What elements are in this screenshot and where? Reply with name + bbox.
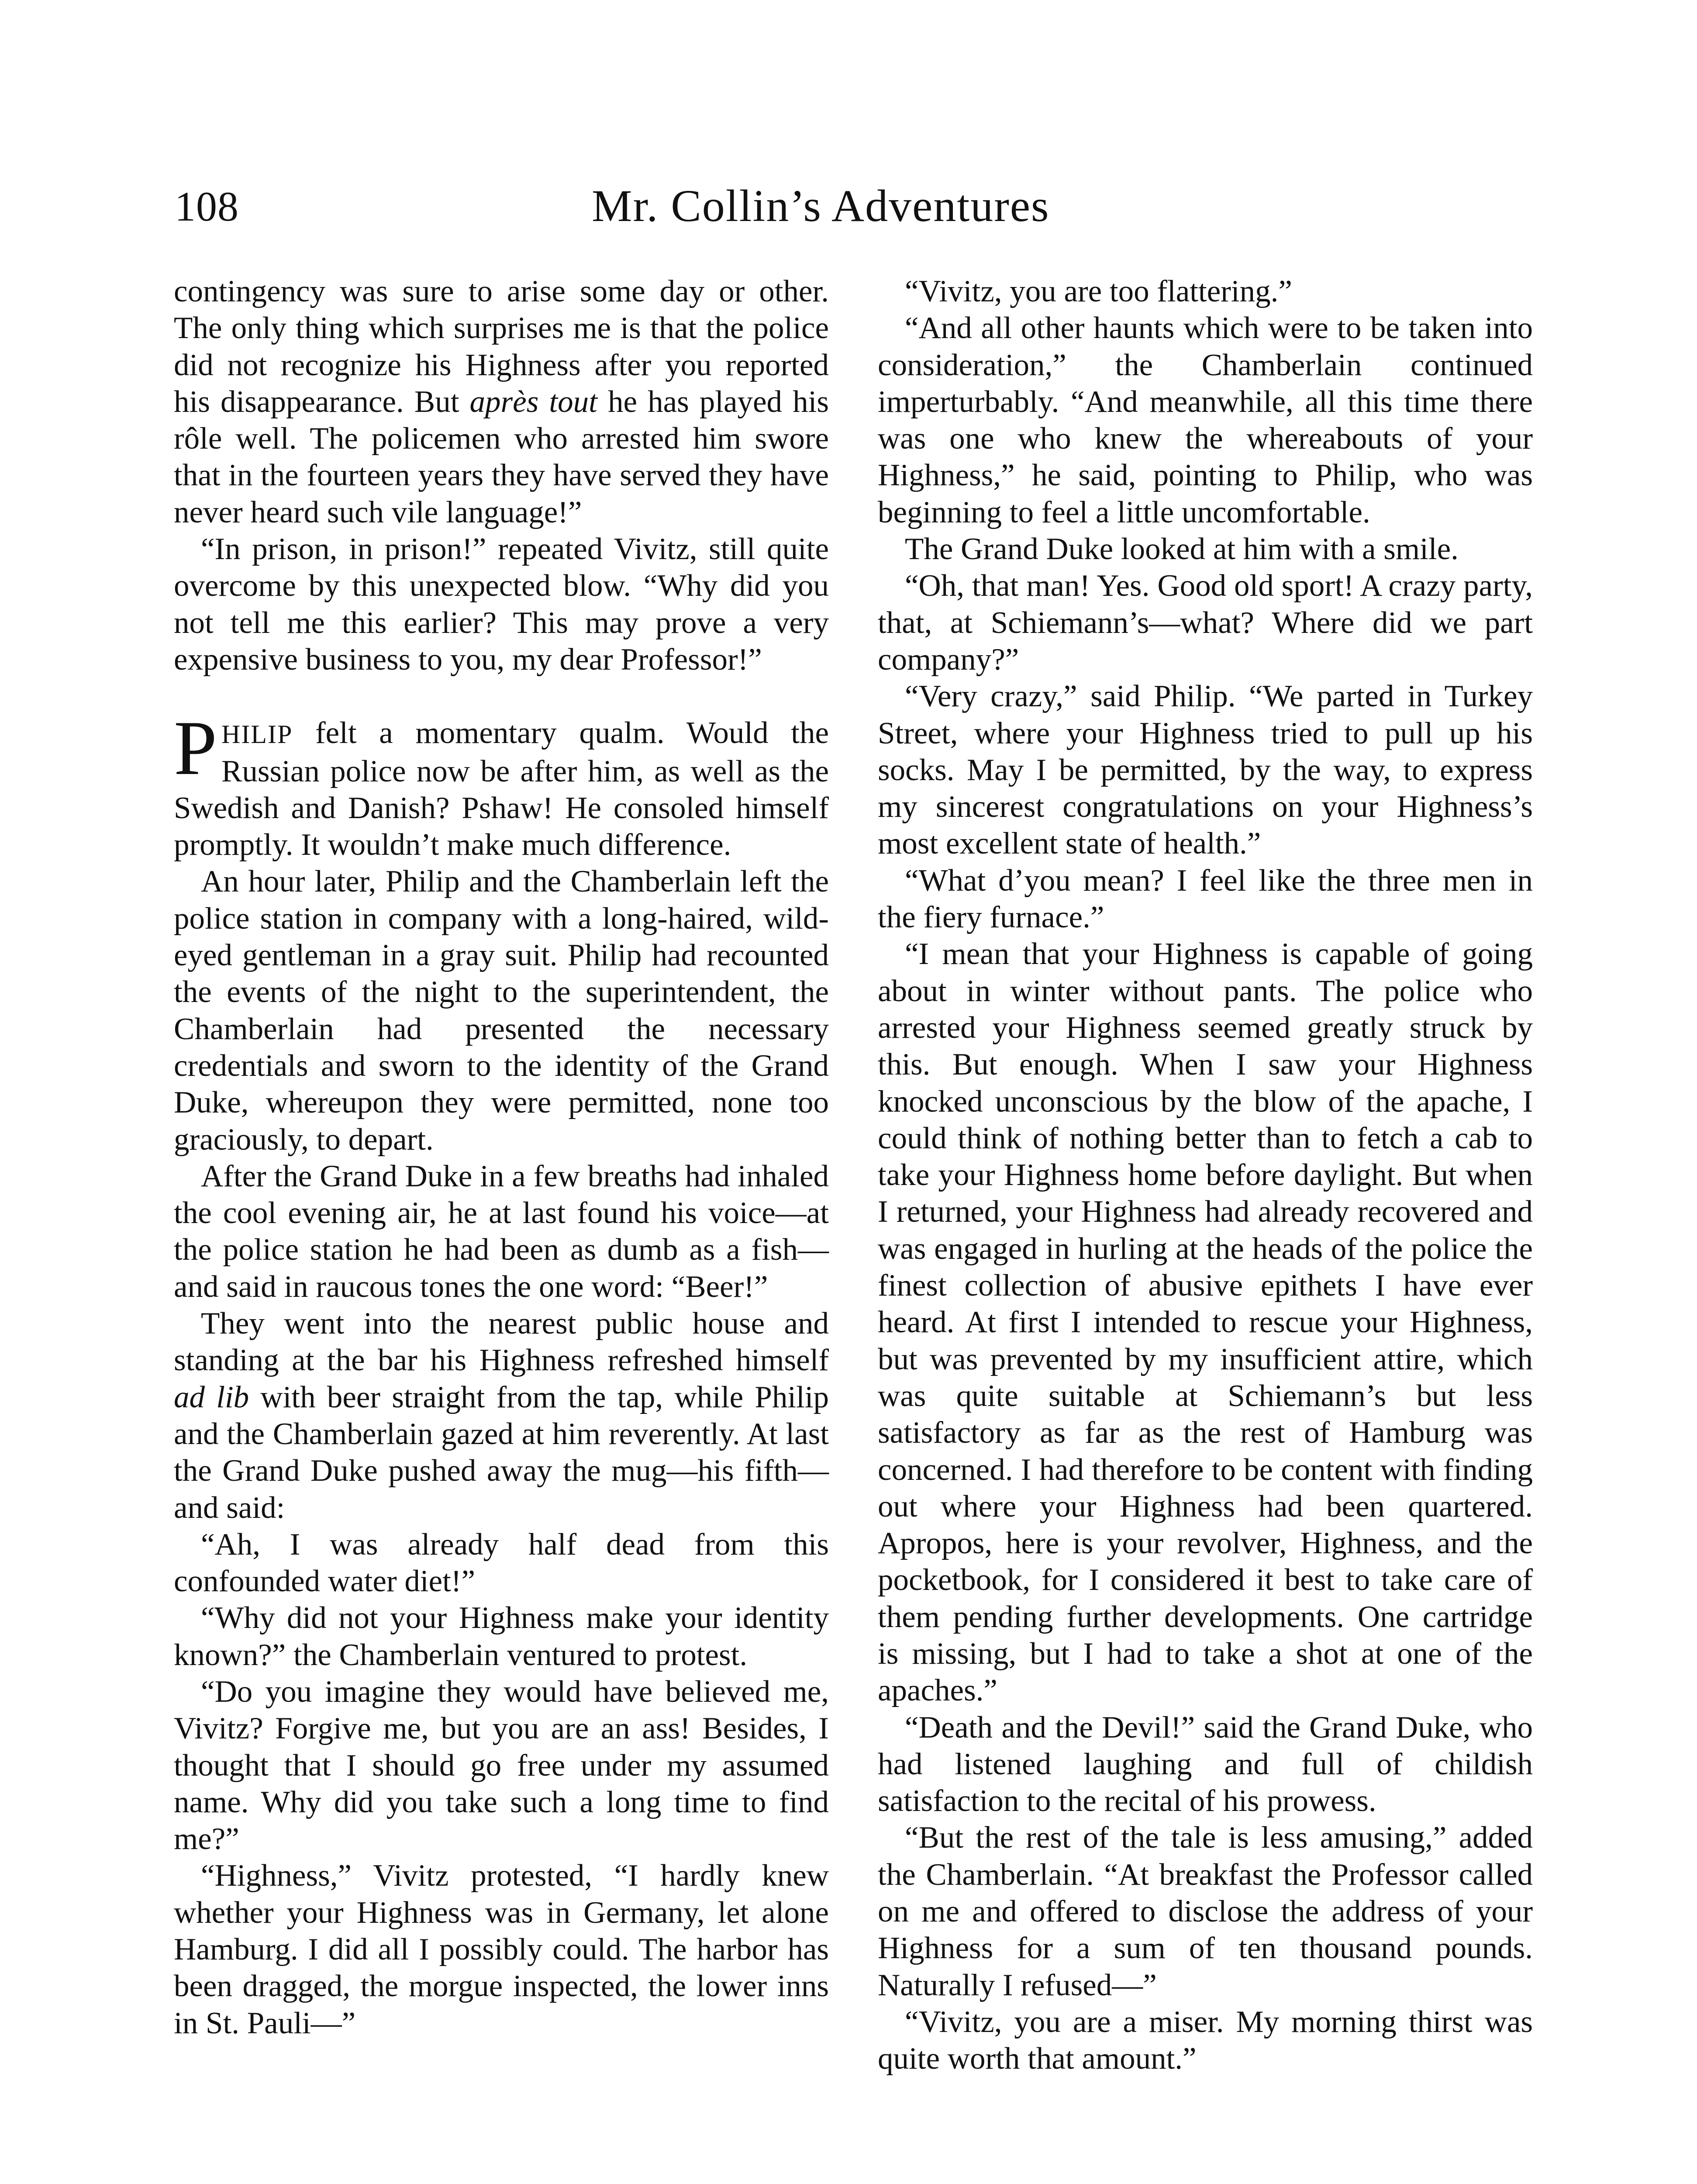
paragraph: “Very crazy,” said Philip. “We parted in Turkey Street, where your Highness tried to pull up his socks. May I be permitted, by the way, to express my sincerest congratulations on your Highness’s most excellent state of health.” [878,679,1533,861]
right-column [878,273,1533,2077]
paragraph: “Vivitz, you are too flattering.” [905,274,1292,308]
small-caps-lead: HILIP [221,720,293,749]
paragraph: “Why did not your Highness make your identity known?” the Chamberlain ventured to protest. [174,1601,829,1672]
paragraph: After the Grand Duke in a few breaths had inhaled the cool evening air, he at last found his voice—at the police station he had been as dumb as a fish—and said in raucous tones the one word: “Beer!” [174,1159,829,1304]
paragraph: “Do you imagine they would have believed me, Vivitz? Forgive me, but you are an ass! Besides, I thought that I should go free under my assumed name. Why did you take such a long time to find me?” [174,1674,829,1856]
paragraph: “What d’you mean? I feel like the three men in the fiery furnace.” [878,863,1533,935]
page-number: 108 [175,183,239,230]
paragraph: “But the rest of the tale is less amusing,” added the Chamberlain. “At breakfast the Professor called on me and offered to disclose the address of your Highness for a sum of ten thousand pounds. Naturally I refused—” [878,1821,1533,2002]
drop-cap: P [174,705,217,791]
left-column [174,273,829,2042]
paragraph: “Vivitz, you are a miser. My morning thirst was quite worth that amount.” [878,2004,1533,2076]
paragraph: “In prison, in prison!” repeated Vivitz, still quite overcome by this unexpected blow. “Why did you not tell me this earlier? This may prove a very expensive business to you, my dear Professor!” [174,532,829,677]
paragraph: “Ah, I was already half dead from this confounded water diet!” [174,1527,829,1599]
paragraph: “Oh, that man! Yes. Good old sport! A crazy party, that, at Schiemann’s—what? Where did we part company?” [878,569,1533,677]
running-head: Mr. Collin’s Adventures [592,181,1050,231]
section-opening-paragraph: PHILIP felt a momentary qualm. Would the Russian police now be after him, as well as the Swedish and Danish? Pshaw! He consoled himself promptly. It wouldn’t make much difference. [174,705,829,862]
paragraph: “Death and the Devil!” said the Grand Duke, who had listened laughing and full of childish satisfaction to the recital of his prowess. [878,1710,1533,1818]
paragraph: An hour later, Philip and the Chamberlain left the police station in company with a long-haired, wild-eyed gentleman in a gray suit. Philip had recounted the events of the night to the superintendent, the Chamberlain had presented the necessary credentials and sworn to the identity of the Grand Duke, whereupon they were permitted, none too graciously, to depart. [174,864,829,1157]
paragraph: “Highness,” Vivitz protested, “I hardly knew whether your Highness was in Germany, let alone Hamburg. I did all I possibly could. The harbor has been dragged, the morgue inspected, the lower inns in St. Pauli—” [174,1859,829,2040]
paragraph: “I mean that your Highness is capable of going about in winter without pants. The police who arrested your Highness seemed greatly struck by this. But enough. When I saw your Highness knocked unconscious by the blow of the apache, I could think of nothing better than to fetch a cab to take your Highness home before daylight. But when I returned, your Highness had already recovered and was engaged in hurling at the heads of the police the finest collection of abusive epithets I have ever heard. At first I intended to rescue your Highness, but was prevented by my insufficient attire, which was quite suitable at Schiemann’s but less satisfactory as far as the rest of Hamburg was concerned. I had therefore to be content with finding out where your Highness had been quartered. Apropos, here is your revolver, Highness, and the pocketbook, for I considered it best to take care of them pending further developments. One cartridge is missing, but I had to take a shot at one of the apaches.” [878,937,1533,1708]
paragraph: contingency was sure to arise some day or other. The only thing which surprises me is that the police did not recognize his Highness after you reported his disappearance. But après tout he has played his rôle well. The policemen who arrested him swore that in the fourteen years they have served they have never heard such vile language!” [174,274,829,529]
paragraph: They went into the nearest public house and standing at the bar his Highness refreshed himself ad lib with beer straight from the tap, while Philip and the Chamberlain gazed at him reverently. At last the Grand Duke pushed away the mug—his fifth—and said: [174,1306,829,1525]
paragraph: “And all other haunts which were to be taken into consideration,” the Chamberlain continued imperturbably. “And meanwhile, all this time there was one who knew the whereabouts of your Highness,” he said, pointing to Philip, who was beginning to feel a little uncomfortable. [878,311,1533,529]
paragraph: The Grand Duke looked at him with a smile. [905,532,1459,567]
